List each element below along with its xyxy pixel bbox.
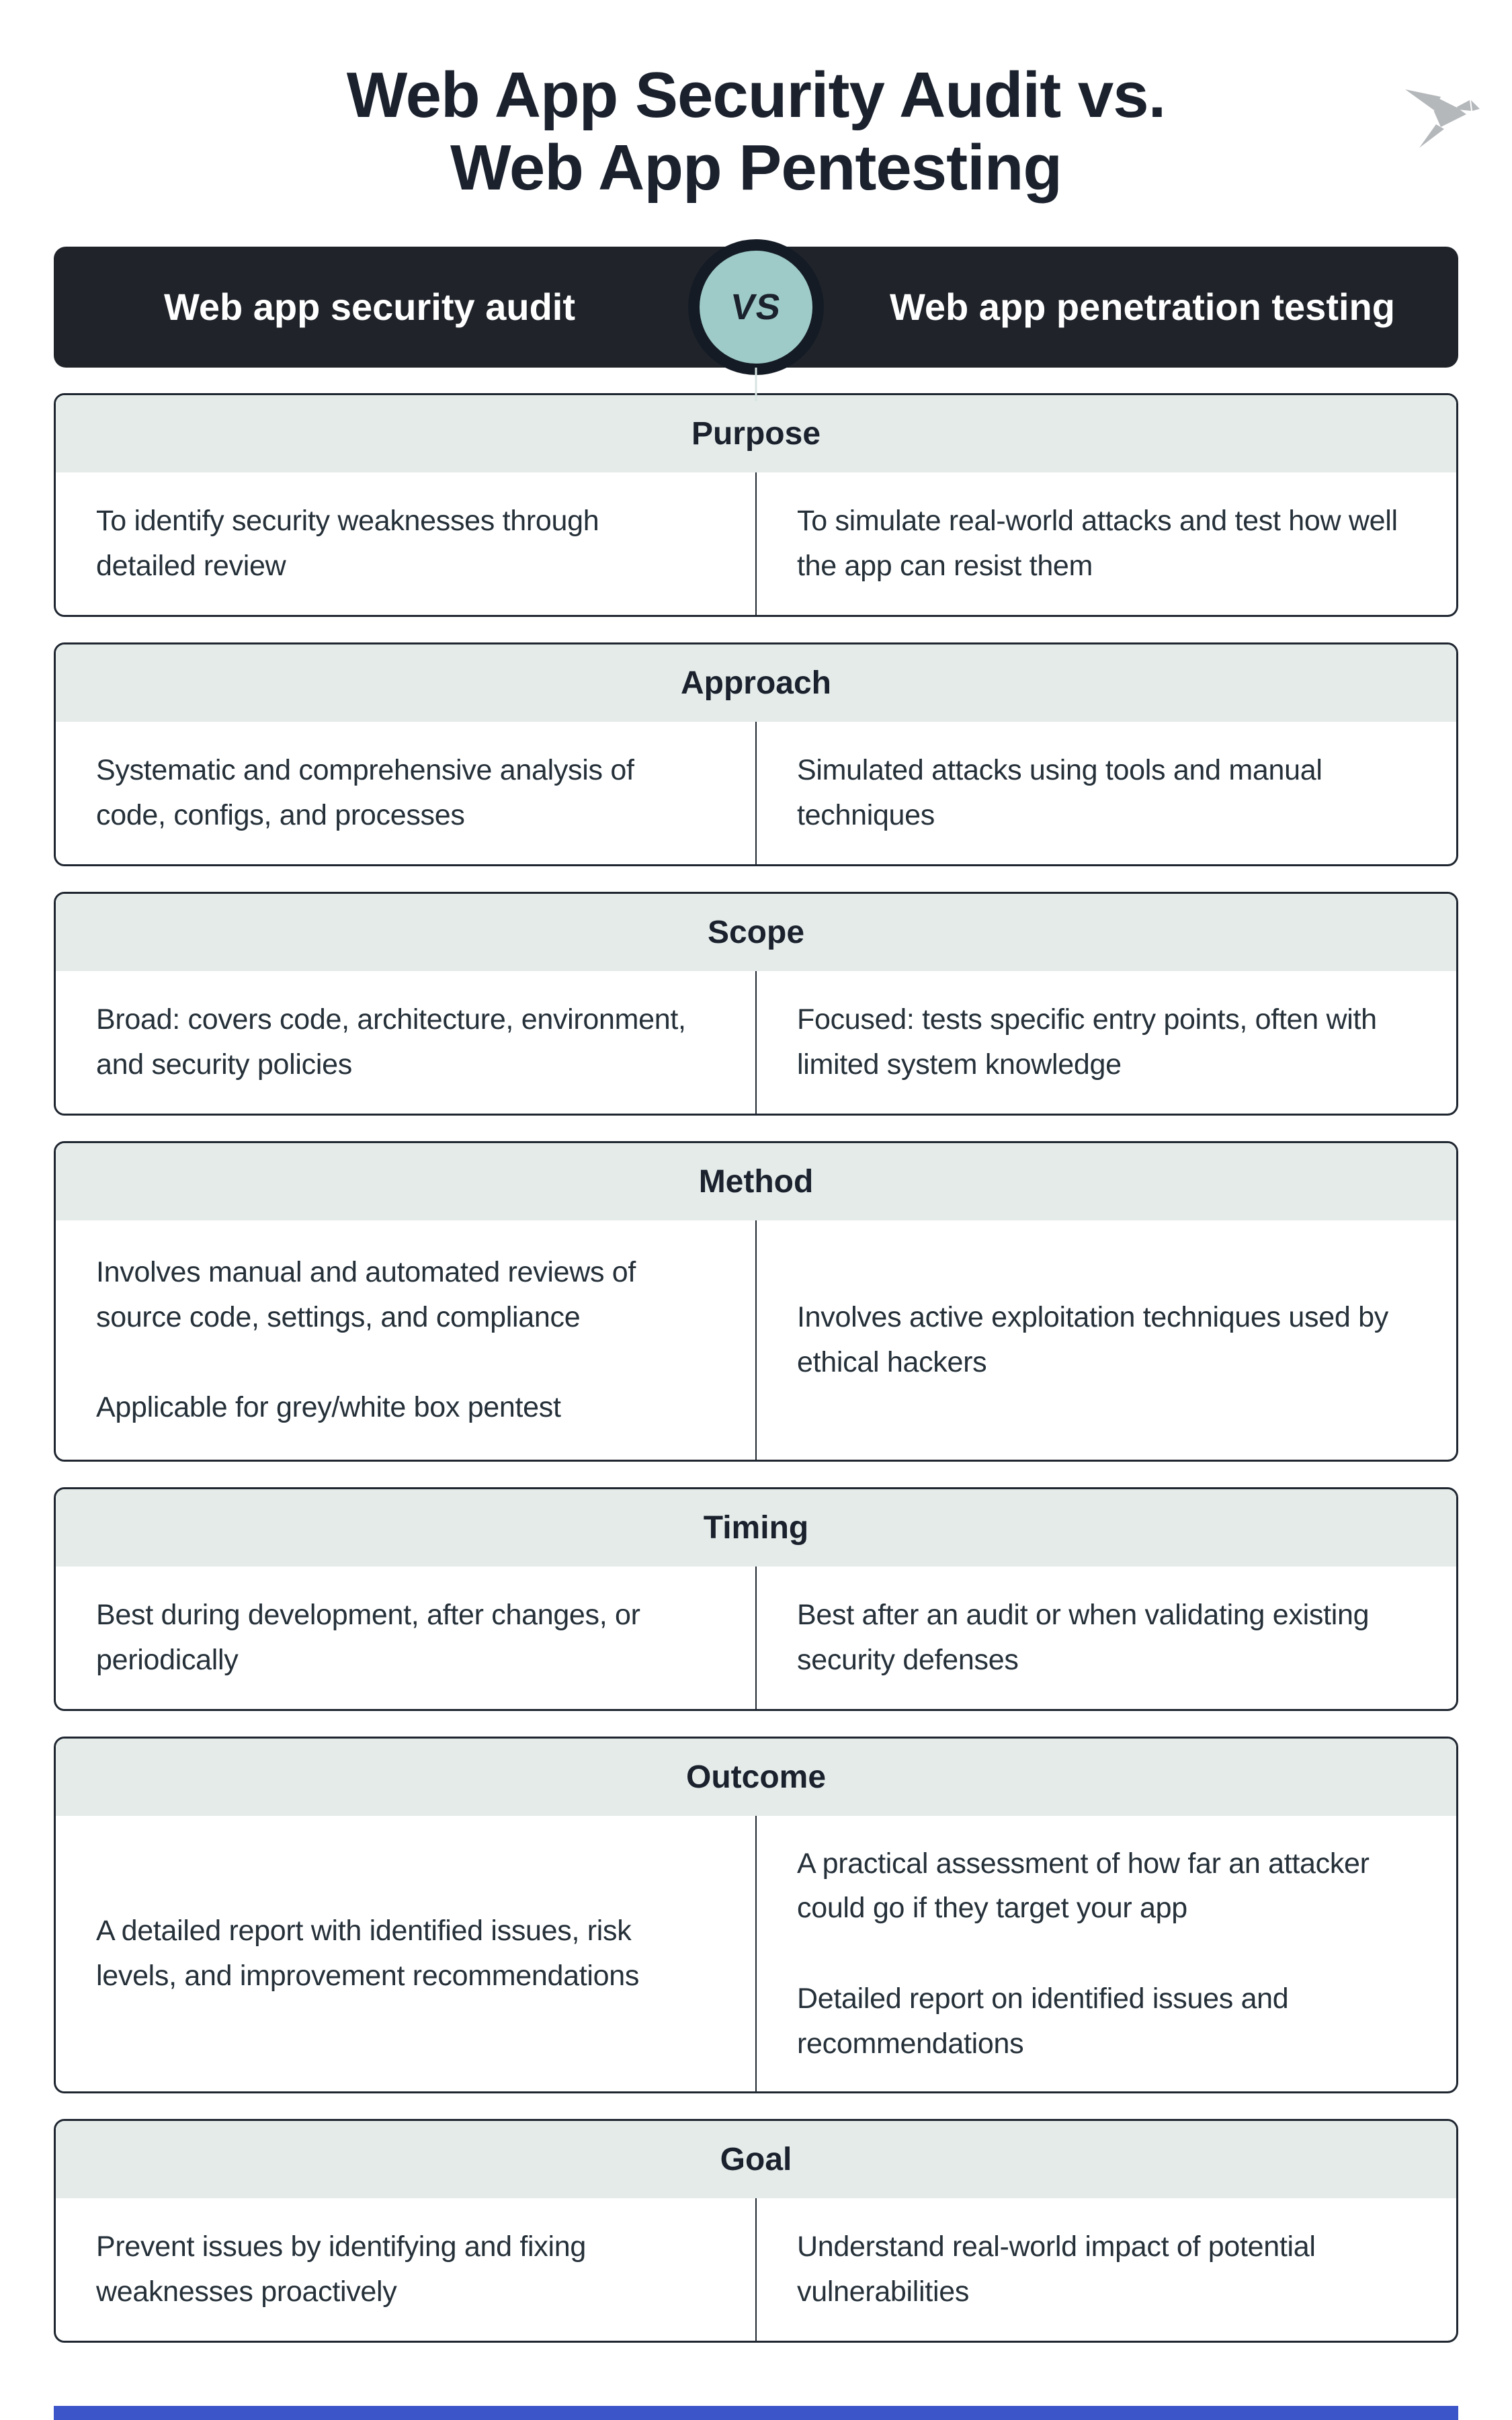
- goal-audit-cell: [56, 2198, 755, 2341]
- section-approach-header: [56, 644, 1456, 722]
- footer-accent-bar: [54, 2406, 1458, 2420]
- section-approach-title: Approach: [680, 665, 831, 701]
- page-title-line2: Web App Pentesting: [450, 132, 1062, 204]
- method-pentest-cell: [755, 1220, 1456, 1460]
- section-timing-header: [56, 1489, 1456, 1567]
- method-pentest-text: Involves active exploitation techniques used by ethical hackers: [797, 1301, 1388, 1378]
- section-approach-body: [56, 722, 1456, 864]
- timing-audit-cell: [56, 1567, 755, 1709]
- right-column-title: Web app penetration testing: [890, 286, 1395, 329]
- section-timing-title: Timing: [703, 1509, 809, 1546]
- goal-pentest-cell: [755, 2198, 1456, 2341]
- purpose-pentest-cell: [755, 472, 1456, 615]
- method-audit-text-1: Involves manual and automated reviews of source code, settings, and compliance: [96, 1255, 636, 1333]
- section-purpose-title: Purpose: [691, 415, 821, 452]
- section-scope-body: [56, 971, 1456, 1114]
- section-goal-body: [56, 2198, 1456, 2341]
- purpose-audit-cell: [56, 472, 755, 615]
- scope-pentest-text: Focused: tests specific entry points, often with limited system knowledge: [797, 1003, 1377, 1081]
- section-outcome-body: [56, 1816, 1456, 2091]
- outcome-pentest-cell: [755, 1816, 1456, 2091]
- versus-left-side: [54, 285, 685, 329]
- page-title-line1: Web App Security Audit vs.: [346, 59, 1166, 131]
- section-timing-body: [56, 1567, 1456, 1709]
- goal-audit-text: Prevent issues by identifying and fixing weaknesses proactively: [96, 2230, 586, 2308]
- purpose-pentest-text: To simulate real-world attacks and test how well the app can resist them: [797, 505, 1398, 582]
- section-method-title: Method: [698, 1163, 814, 1200]
- section-goal-title: Goal: [720, 2141, 792, 2177]
- section-method-body: [56, 1220, 1456, 1460]
- section-scope: [54, 892, 1458, 1116]
- section-method: [54, 1141, 1458, 1462]
- left-column-title: Web app security audit: [164, 286, 575, 329]
- section-outcome-title: Outcome: [685, 1759, 827, 1795]
- versus-header-bar: [54, 247, 1458, 368]
- approach-pentest-text: Simulated attacks using tools and manual techniques: [797, 754, 1322, 831]
- section-timing: [54, 1487, 1458, 1711]
- section-scope-title: Scope: [707, 914, 805, 950]
- section-goal-header: [56, 2121, 1456, 2198]
- section-method-header: [56, 1143, 1456, 1220]
- vs-connector-line: [755, 368, 757, 401]
- scope-audit-text: Broad: covers code, architecture, environment, and security policies: [96, 1003, 686, 1081]
- section-outcome: [54, 1737, 1458, 2093]
- vs-badge: [688, 239, 824, 375]
- outcome-audit-cell: [56, 1816, 755, 2091]
- timing-pentest-cell: [755, 1567, 1456, 1709]
- timing-pentest-text: Best after an audit or when validating existing security defenses: [797, 1599, 1370, 1676]
- vs-badge-label: VS: [728, 286, 784, 327]
- timing-audit-text: Best during development, after changes, or periodically: [96, 1599, 640, 1676]
- versus-right-side: [827, 285, 1458, 329]
- section-goal: [54, 2119, 1458, 2343]
- section-outcome-header: [56, 1739, 1456, 1816]
- goal-pentest-text: Understand real-world impact of potential vulnerabilities: [797, 2230, 1316, 2308]
- outcome-pentest-text-2: Detailed report on identified issues and recommendations: [797, 1982, 1289, 2060]
- section-scope-header: [56, 894, 1456, 971]
- section-purpose: [54, 393, 1458, 617]
- section-approach: [54, 642, 1458, 866]
- scope-audit-cell: [56, 971, 755, 1114]
- outcome-pentest-text-1: A practical assessment of how far an attacker could go if they target your app: [797, 1847, 1370, 1925]
- section-purpose-header: [56, 395, 1456, 472]
- method-audit-cell: [56, 1220, 755, 1460]
- approach-audit-text: Systematic and comprehensive analysis of code, configs, and processes: [96, 754, 634, 831]
- section-purpose-body: [56, 472, 1456, 615]
- page-title: [81, 59, 1431, 205]
- purpose-audit-text: To identify security weaknesses through detailed review: [96, 505, 599, 582]
- origami-bird-logo-icon: [1383, 59, 1512, 188]
- approach-audit-cell: [56, 722, 755, 864]
- scope-pentest-cell: [755, 971, 1456, 1114]
- approach-pentest-cell: [755, 722, 1456, 864]
- method-audit-text-2: Applicable for grey/white box pentest: [96, 1391, 561, 1424]
- outcome-audit-text: A detailed report with identified issues, risk levels, and improvement recommendations: [96, 1915, 640, 1992]
